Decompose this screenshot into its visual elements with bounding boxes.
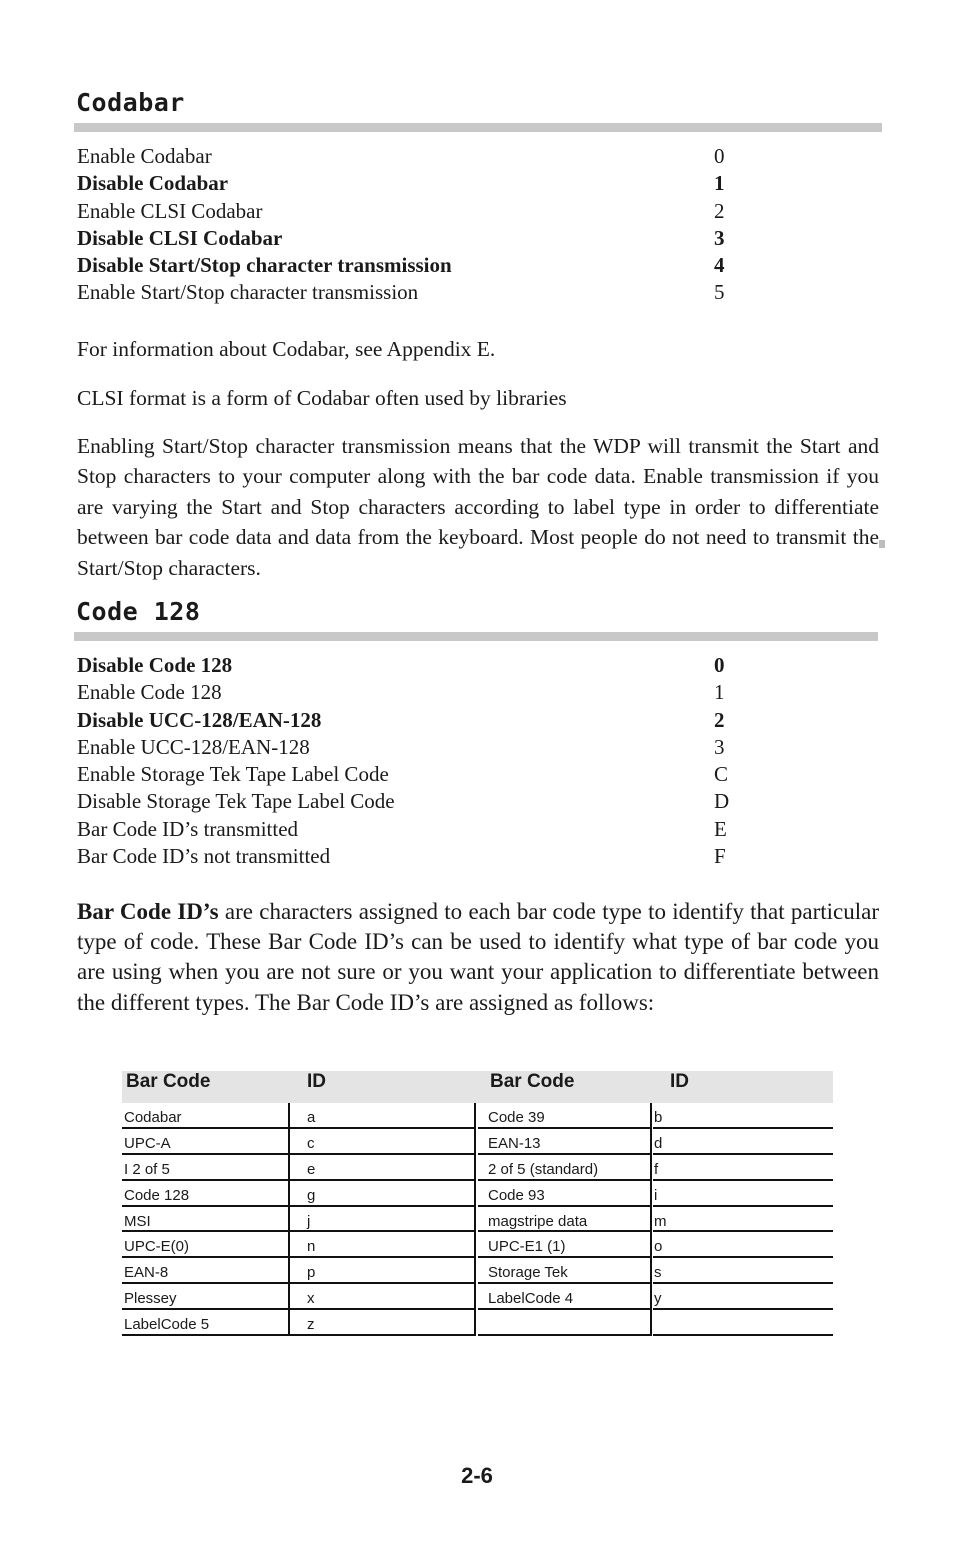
header-id: ID: [307, 1071, 326, 1092]
option-label: Enable Storage Tek Tape Label Code: [77, 762, 389, 787]
code128-option-row: [77, 679, 737, 706]
cell-id: o: [654, 1238, 663, 1256]
option-label: Enable Codabar: [77, 144, 212, 168]
option-value: 1: [714, 171, 725, 196]
table-row: [122, 1129, 833, 1155]
cell-id: z: [307, 1316, 315, 1334]
clsi-note-paragraph: CLSI format is a form of Codabar often used by libraries: [77, 386, 567, 410]
cell-bar-code: Code 93: [488, 1186, 545, 1204]
cell-id: a: [307, 1109, 316, 1126]
codabar-info-paragraph: For information about Codabar, see Appendix E.: [77, 337, 496, 361]
cell-bar-code: Storage Tek: [488, 1264, 568, 1282]
option-label: Enable Code 128: [77, 680, 222, 705]
option-value: 2: [714, 198, 725, 223]
cell-id: c: [307, 1134, 315, 1152]
option-value: 4: [714, 253, 725, 278]
code128-option-row: [77, 761, 737, 788]
table-row: [122, 1310, 833, 1336]
cell-id: n: [307, 1238, 316, 1256]
page-number: 2-6: [461, 1463, 493, 1488]
option-label: Enable Start/Stop character transmission: [77, 280, 419, 305]
code128-option-row: [77, 816, 737, 843]
header-bar-code: Bar Code: [126, 1071, 211, 1092]
column-divider: [650, 1103, 652, 1336]
cell-bar-code: magstripe data: [488, 1212, 588, 1230]
codabar-option-row: [77, 170, 737, 197]
cell-bar-code: Code 128: [124, 1186, 190, 1204]
column-divider: [474, 1103, 476, 1336]
cell-bar-code: UPC-A: [124, 1134, 171, 1152]
cell-id: s: [654, 1264, 662, 1282]
barcode-ids-paragraph: [77, 897, 879, 1018]
option-value: 1: [714, 680, 725, 705]
barcode-id-table: [122, 1071, 833, 1336]
header-id: ID: [670, 1071, 689, 1092]
cell-id: d: [654, 1134, 663, 1152]
codabar-option-row: [77, 143, 737, 170]
cell-bar-code: UPC-E(0): [124, 1238, 190, 1256]
option-value: 5: [714, 280, 725, 305]
option-value: 3: [714, 734, 725, 759]
table-row: [122, 1284, 833, 1310]
table-body: [122, 1103, 833, 1336]
row-divider: [653, 1334, 833, 1336]
cell-bar-code: EAN-13: [488, 1134, 541, 1152]
codabar-heading-rule: [74, 123, 882, 132]
codabar-option-row: [77, 198, 737, 225]
cell-id: j: [307, 1212, 311, 1230]
cell-id: p: [307, 1264, 316, 1282]
row-divider: [478, 1334, 650, 1336]
option-label: Bar Code ID’s transmitted: [77, 816, 299, 841]
row-divider: [122, 1334, 288, 1336]
table-row: [122, 1155, 833, 1181]
code128-heading-rule: [74, 632, 878, 641]
table-row: [122, 1207, 833, 1233]
option-value: D: [714, 789, 730, 814]
option-value: F: [714, 844, 726, 869]
startstop-note-paragraph: Enabling Start/Stop character transmission means that the WDP will transmit the Start and Stop characters to your computer along with the bar code data. Enable transmission if you are varying the Start and Stop characters according to label type in order to differentiate between bar code data and data from the keyboard. Most people do not need to transmit the Start/Stop characters.: [77, 434, 879, 580]
table-row: [122, 1232, 833, 1258]
table-row: [122, 1258, 833, 1284]
code128-option-row: [77, 652, 737, 679]
cell-bar-code: MSI: [124, 1212, 151, 1230]
cell-id: f: [654, 1160, 659, 1178]
code128-options: [77, 652, 737, 870]
codabar-option-row: [77, 252, 737, 279]
code128-option-row: [77, 843, 737, 870]
codabar-heading: Codabar: [76, 88, 185, 117]
code128-option-row: [77, 734, 737, 761]
table-header-row: [122, 1071, 833, 1103]
cell-bar-code: UPC-E1 (1): [488, 1238, 566, 1256]
option-label: Disable UCC-128/EAN-128: [77, 707, 322, 732]
cell-bar-code: Codabar: [124, 1109, 182, 1126]
header-bar-code: Bar Code: [490, 1071, 575, 1092]
option-label: Enable CLSI Codabar: [77, 198, 263, 223]
codabar-options: [77, 143, 737, 307]
codabar-option-row: [77, 279, 737, 306]
option-label: Disable Code 128: [77, 653, 233, 677]
option-value: 2: [714, 707, 725, 732]
code128-option-row: [77, 707, 737, 734]
cell-bar-code: Plessey: [124, 1290, 177, 1308]
option-label: Enable UCC-128/EAN-128: [77, 734, 310, 759]
cell-bar-code: EAN-8: [124, 1264, 169, 1282]
table-row: [122, 1181, 833, 1207]
option-value: C: [714, 762, 729, 787]
option-value: 0: [714, 144, 725, 168]
codabar-option-row: [77, 225, 737, 252]
cell-id: g: [307, 1186, 316, 1204]
row-divider: [290, 1334, 474, 1336]
option-label: Disable Start/Stop character transmission: [77, 253, 452, 278]
option-value: E: [714, 816, 727, 841]
code128-option-row: [77, 788, 737, 815]
cell-bar-code: Code 39: [488, 1109, 545, 1126]
cell-bar-code: I 2 of 5: [124, 1160, 170, 1178]
code128-heading: Code 128: [76, 597, 201, 626]
option-label: Bar Code ID’s not transmitted: [77, 844, 331, 869]
cell-id: x: [307, 1290, 315, 1308]
option-label: Disable CLSI Codabar: [77, 225, 283, 250]
cell-id: m: [654, 1212, 667, 1230]
cell-id: b: [654, 1109, 663, 1126]
option-label: Disable Codabar: [77, 171, 229, 196]
cell-id: e: [307, 1160, 316, 1178]
margin-mark: [879, 540, 885, 548]
cell-bar-code: LabelCode 4: [488, 1290, 574, 1308]
cell-id: i: [654, 1186, 658, 1204]
cell-bar-code: LabelCode 5: [124, 1316, 210, 1334]
barcode-ids-lead: Bar Code ID’s: [77, 899, 219, 924]
column-divider: [288, 1103, 290, 1336]
option-value: 3: [714, 225, 725, 250]
cell-bar-code: 2 of 5 (standard): [488, 1160, 599, 1178]
table-row: [122, 1103, 833, 1129]
cell-id: y: [654, 1290, 662, 1308]
barcode-ids-text: are characters assigned to each bar code type to identify that particular type of code. These Bar Code ID’s can be used to identify what type of bar code you are using when you are not sure or you want your application to differentiate between the different types. The Bar Code ID’s are assigned as follows:: [77, 899, 879, 1015]
option-value: 0: [714, 653, 725, 677]
option-label: Disable Storage Tek Tape Label Code: [77, 789, 395, 814]
